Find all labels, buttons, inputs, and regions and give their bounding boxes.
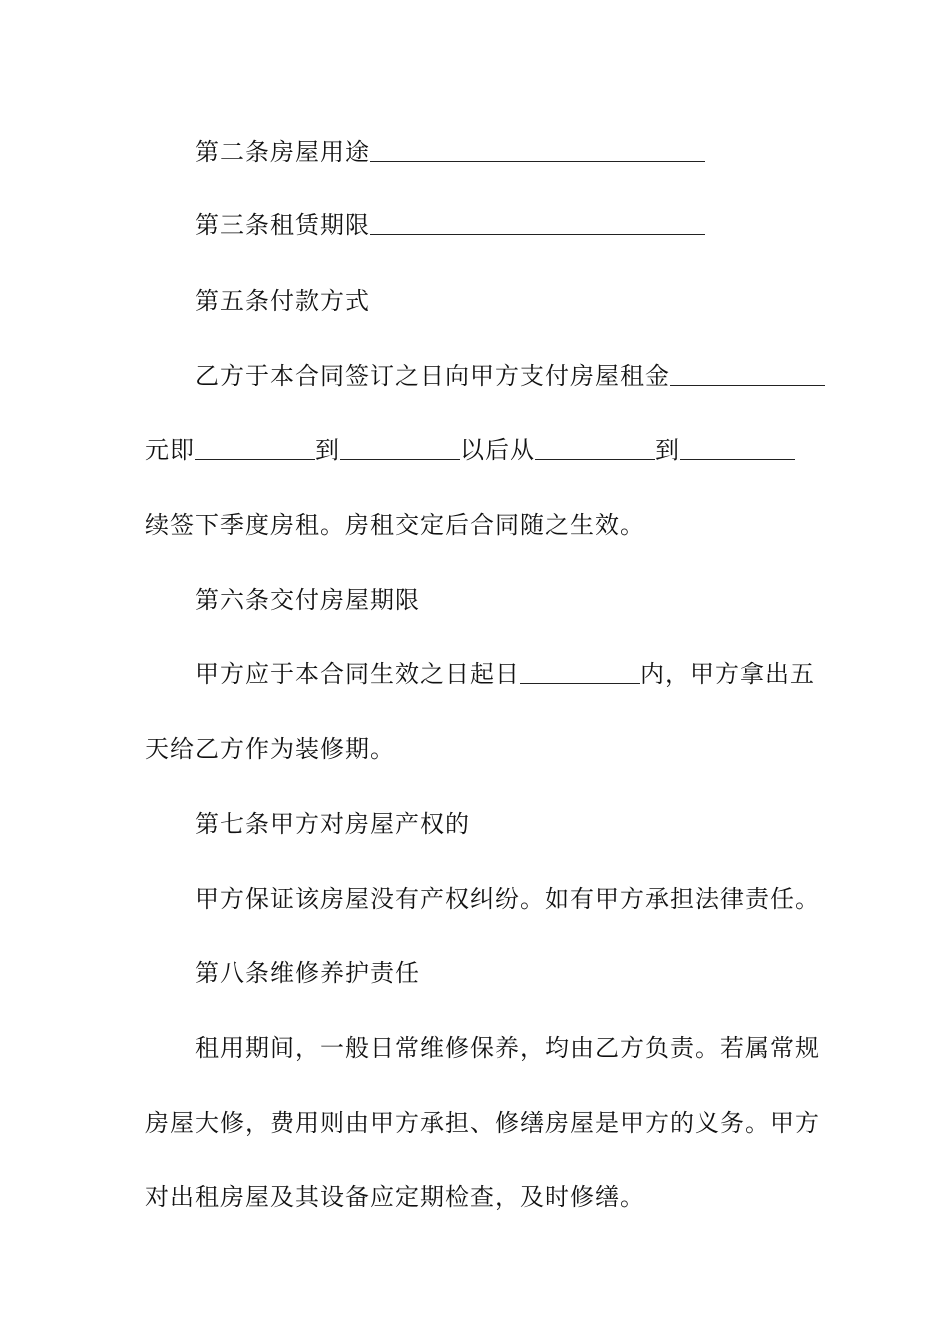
article-5-heading: 第五条付款方式 xyxy=(195,287,370,315)
payment-text-2c: 以后从 xyxy=(460,436,535,464)
article-6-heading: 第六条交付房屋期限 xyxy=(195,586,420,614)
payment-text-2a: 元即 xyxy=(145,436,195,464)
payment-text-2b: 到 xyxy=(315,436,340,464)
payment-text-1: 乙方于本合同签订之日向甲方支付房屋租金 xyxy=(195,362,670,390)
date-blank-1 xyxy=(340,433,460,460)
payment-line-2 xyxy=(145,430,810,470)
article-3-line xyxy=(145,205,810,245)
delivery-text-1a: 甲方应于本合同生效之日起日 xyxy=(195,660,520,688)
rent-amount-blank xyxy=(670,359,825,386)
amount-blank xyxy=(195,433,315,460)
lease-term-blank xyxy=(370,208,705,235)
delivery-days-blank xyxy=(520,657,640,684)
article-3-heading: 第三条租赁期限 xyxy=(195,211,370,239)
delivery-line-2: 天给乙方作为装修期。 xyxy=(145,735,395,763)
property-line-1: 甲方保证该房屋没有产权纠纷。如有甲方承担法律责任。 xyxy=(195,885,820,913)
house-use-blank xyxy=(370,135,705,162)
payment-line-3: 续签下季度房租。房租交定后合同随之生效。 xyxy=(145,511,645,539)
delivery-line-1 xyxy=(145,654,815,694)
repair-line-3: 对出租房屋及其设备应定期检查，及时修缮。 xyxy=(145,1183,645,1211)
article-2-line xyxy=(145,132,810,172)
article-2-heading: 第二条房屋用途 xyxy=(195,138,370,166)
payment-line-1 xyxy=(145,356,810,396)
repair-line-2: 房屋大修，费用则由甲方承担、修缮房屋是甲方的义务。甲方 xyxy=(145,1109,820,1137)
date-blank-2 xyxy=(535,433,655,460)
delivery-text-1b: 内，甲方拿出五 xyxy=(640,660,815,688)
article-8-heading: 第八条维修养护责任 xyxy=(195,959,420,987)
date-blank-3 xyxy=(680,433,795,460)
payment-text-2d: 到 xyxy=(655,436,680,464)
article-7-heading: 第七条甲方对房屋产权的 xyxy=(195,810,470,838)
repair-line-1: 租用期间，一般日常维修保养，均由乙方负责。若属常规 xyxy=(195,1034,820,1062)
